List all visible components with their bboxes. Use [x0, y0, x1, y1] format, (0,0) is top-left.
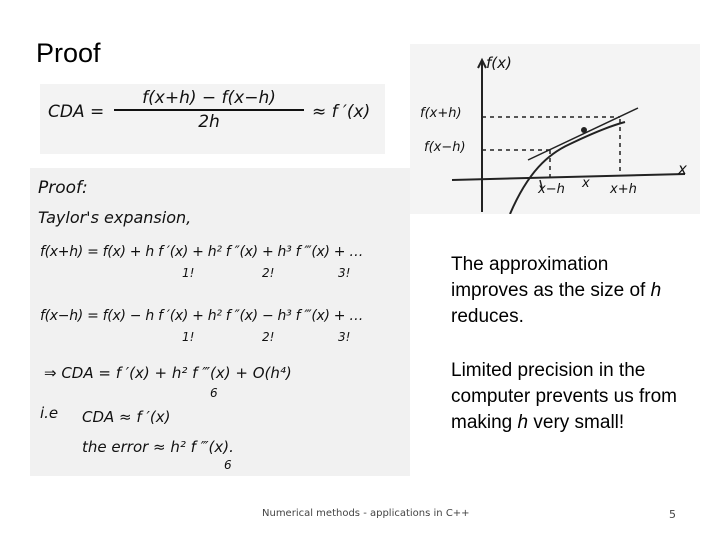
- note2-h: h: [517, 412, 529, 433]
- note-precision: [451, 358, 681, 436]
- proof-eq1-denom-2: 2!: [262, 266, 275, 280]
- proof-eq1-denom-3: 3!: [338, 266, 351, 280]
- note2-text-b: very small!: [528, 412, 625, 433]
- proof-heading: Proof:: [38, 178, 88, 198]
- formula-denominator: 2h: [198, 112, 220, 132]
- formula-lhs: CDA =: [48, 102, 105, 122]
- proof-implies-denom: 6: [210, 386, 218, 400]
- proof-eq2: f(x−h) = f(x) − h f ′(x) + h² f ″(x) − h³ f ‴(x) + …: [40, 308, 364, 324]
- graph-image: [410, 44, 700, 214]
- proof-error-denom: 6: [224, 458, 232, 472]
- graph-y-tick-bottom: f(x−h): [424, 140, 466, 155]
- slide-title: Proof: [36, 38, 101, 68]
- note1-text-b: reduces.: [451, 306, 524, 327]
- proof-implies: ⇒ CDA = f ′(x) + h² f ‴(x) + O(h⁴): [44, 364, 292, 382]
- proof-eq2-denom-1: 1!: [182, 330, 195, 344]
- proof-image: [30, 168, 410, 476]
- proof-eq2-denom-2: 2!: [262, 330, 275, 344]
- note2-text-a: Limited precision in the computer prevents us from making: [451, 360, 677, 433]
- page-number: 5: [669, 508, 676, 521]
- graph-x-tick-left: x−h: [538, 182, 565, 197]
- formula-numerator: f(x+h) − f(x−h): [142, 88, 276, 108]
- graph-x-tick-mid: x: [582, 176, 590, 191]
- graph-x-tick-right: x+h: [610, 182, 637, 197]
- proof-eq1: f(x+h) = f(x) + h f ′(x) + h² f ″(x) + h³ f ‴(x) + …: [40, 244, 364, 260]
- proof-eq1-denom-1: 1!: [182, 266, 195, 280]
- graph-y-label: f(x): [486, 54, 512, 72]
- proof-ie-label: i.e: [40, 404, 59, 422]
- proof-taylor-label: Taylor's expansion,: [38, 208, 192, 227]
- proof-approx: CDA ≈ f ′(x): [82, 408, 171, 426]
- formula-image: [40, 84, 385, 154]
- proof-eq2-denom-3: 3!: [338, 330, 351, 344]
- note1-text-a: The approximation improves as the size of: [451, 254, 651, 301]
- formula-fraction: [114, 88, 304, 132]
- proof-error: the error ≈ h² f ‴(x).: [82, 438, 234, 456]
- note1-h: h: [650, 280, 662, 301]
- graph-x-label: x: [678, 160, 687, 178]
- formula-rhs: ≈ f ′(x): [312, 102, 371, 122]
- note-approximation: [451, 252, 681, 330]
- graph-y-tick-top: f(x+h): [420, 106, 462, 121]
- slide-footer: Numerical methods - applications in C++: [262, 508, 470, 519]
